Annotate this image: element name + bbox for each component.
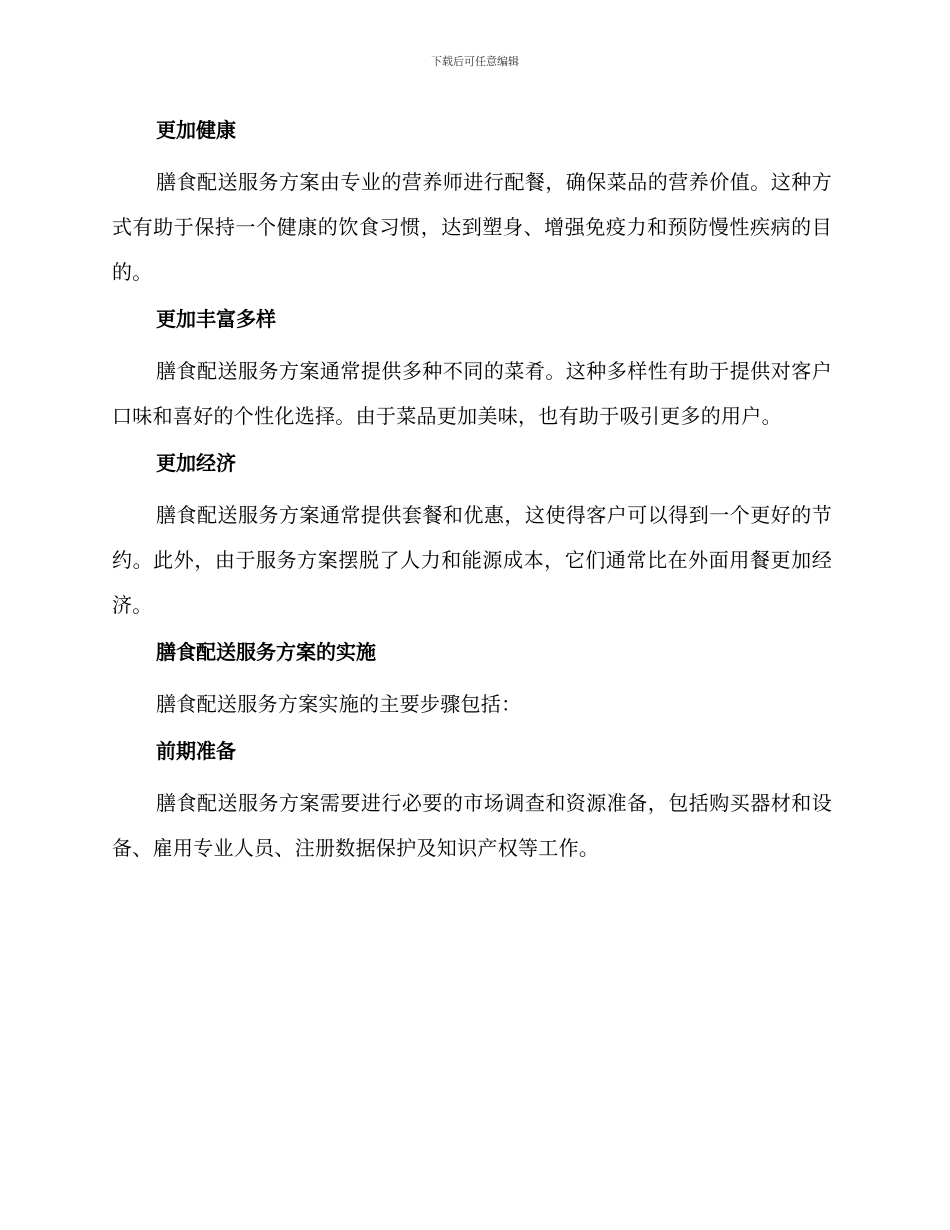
section-paragraph: 膳食配送服务方案需要进行必要的市场调查和资源准备，包括购买器材和设备、雇用专业人员、注册数据保护及知识产权等工作。 — [112, 791, 832, 860]
section-paragraph: 膳食配送服务方案通常提供套餐和优惠，这使得客户可以得到一个更好的节约。此外，由于服务方案摆脱了人力和能源成本，它们通常比在外面用餐更加经济。 — [112, 503, 832, 617]
section-variety — [112, 301, 832, 445]
section-heading: 更加健康 — [156, 118, 236, 142]
section-paragraph: 膳食配送服务方案通常提供多种不同的菜肴。这种多样性有助于提供对客户口味和喜好的个性化选择。由于菜品更加美味，也有助于吸引更多的用户。 — [112, 359, 832, 428]
section-heading: 前期准备 — [156, 739, 236, 763]
section-preparation — [112, 733, 832, 871]
section-heading: 膳食配送服务方案的实施 — [156, 640, 376, 664]
section-healthier — [112, 112, 832, 301]
section-paragraph: 膳食配送服务方案由专业的营养师进行配餐，确保菜品的营养价值。这种方式有助于保持一个健康的饮食习惯，达到塑身、增强免疫力和预防慢性疾病的目的。 — [112, 170, 832, 284]
section-heading: 更加丰富多样 — [156, 307, 276, 331]
document-body — [112, 112, 832, 871]
section-paragraph: 膳食配送服务方案实施的主要步骤包括： — [156, 692, 522, 716]
page-header: 下载后可任意编辑 — [431, 55, 519, 68]
section-implementation — [112, 634, 832, 733]
section-heading: 更加经济 — [156, 451, 236, 475]
section-economical — [112, 445, 832, 634]
